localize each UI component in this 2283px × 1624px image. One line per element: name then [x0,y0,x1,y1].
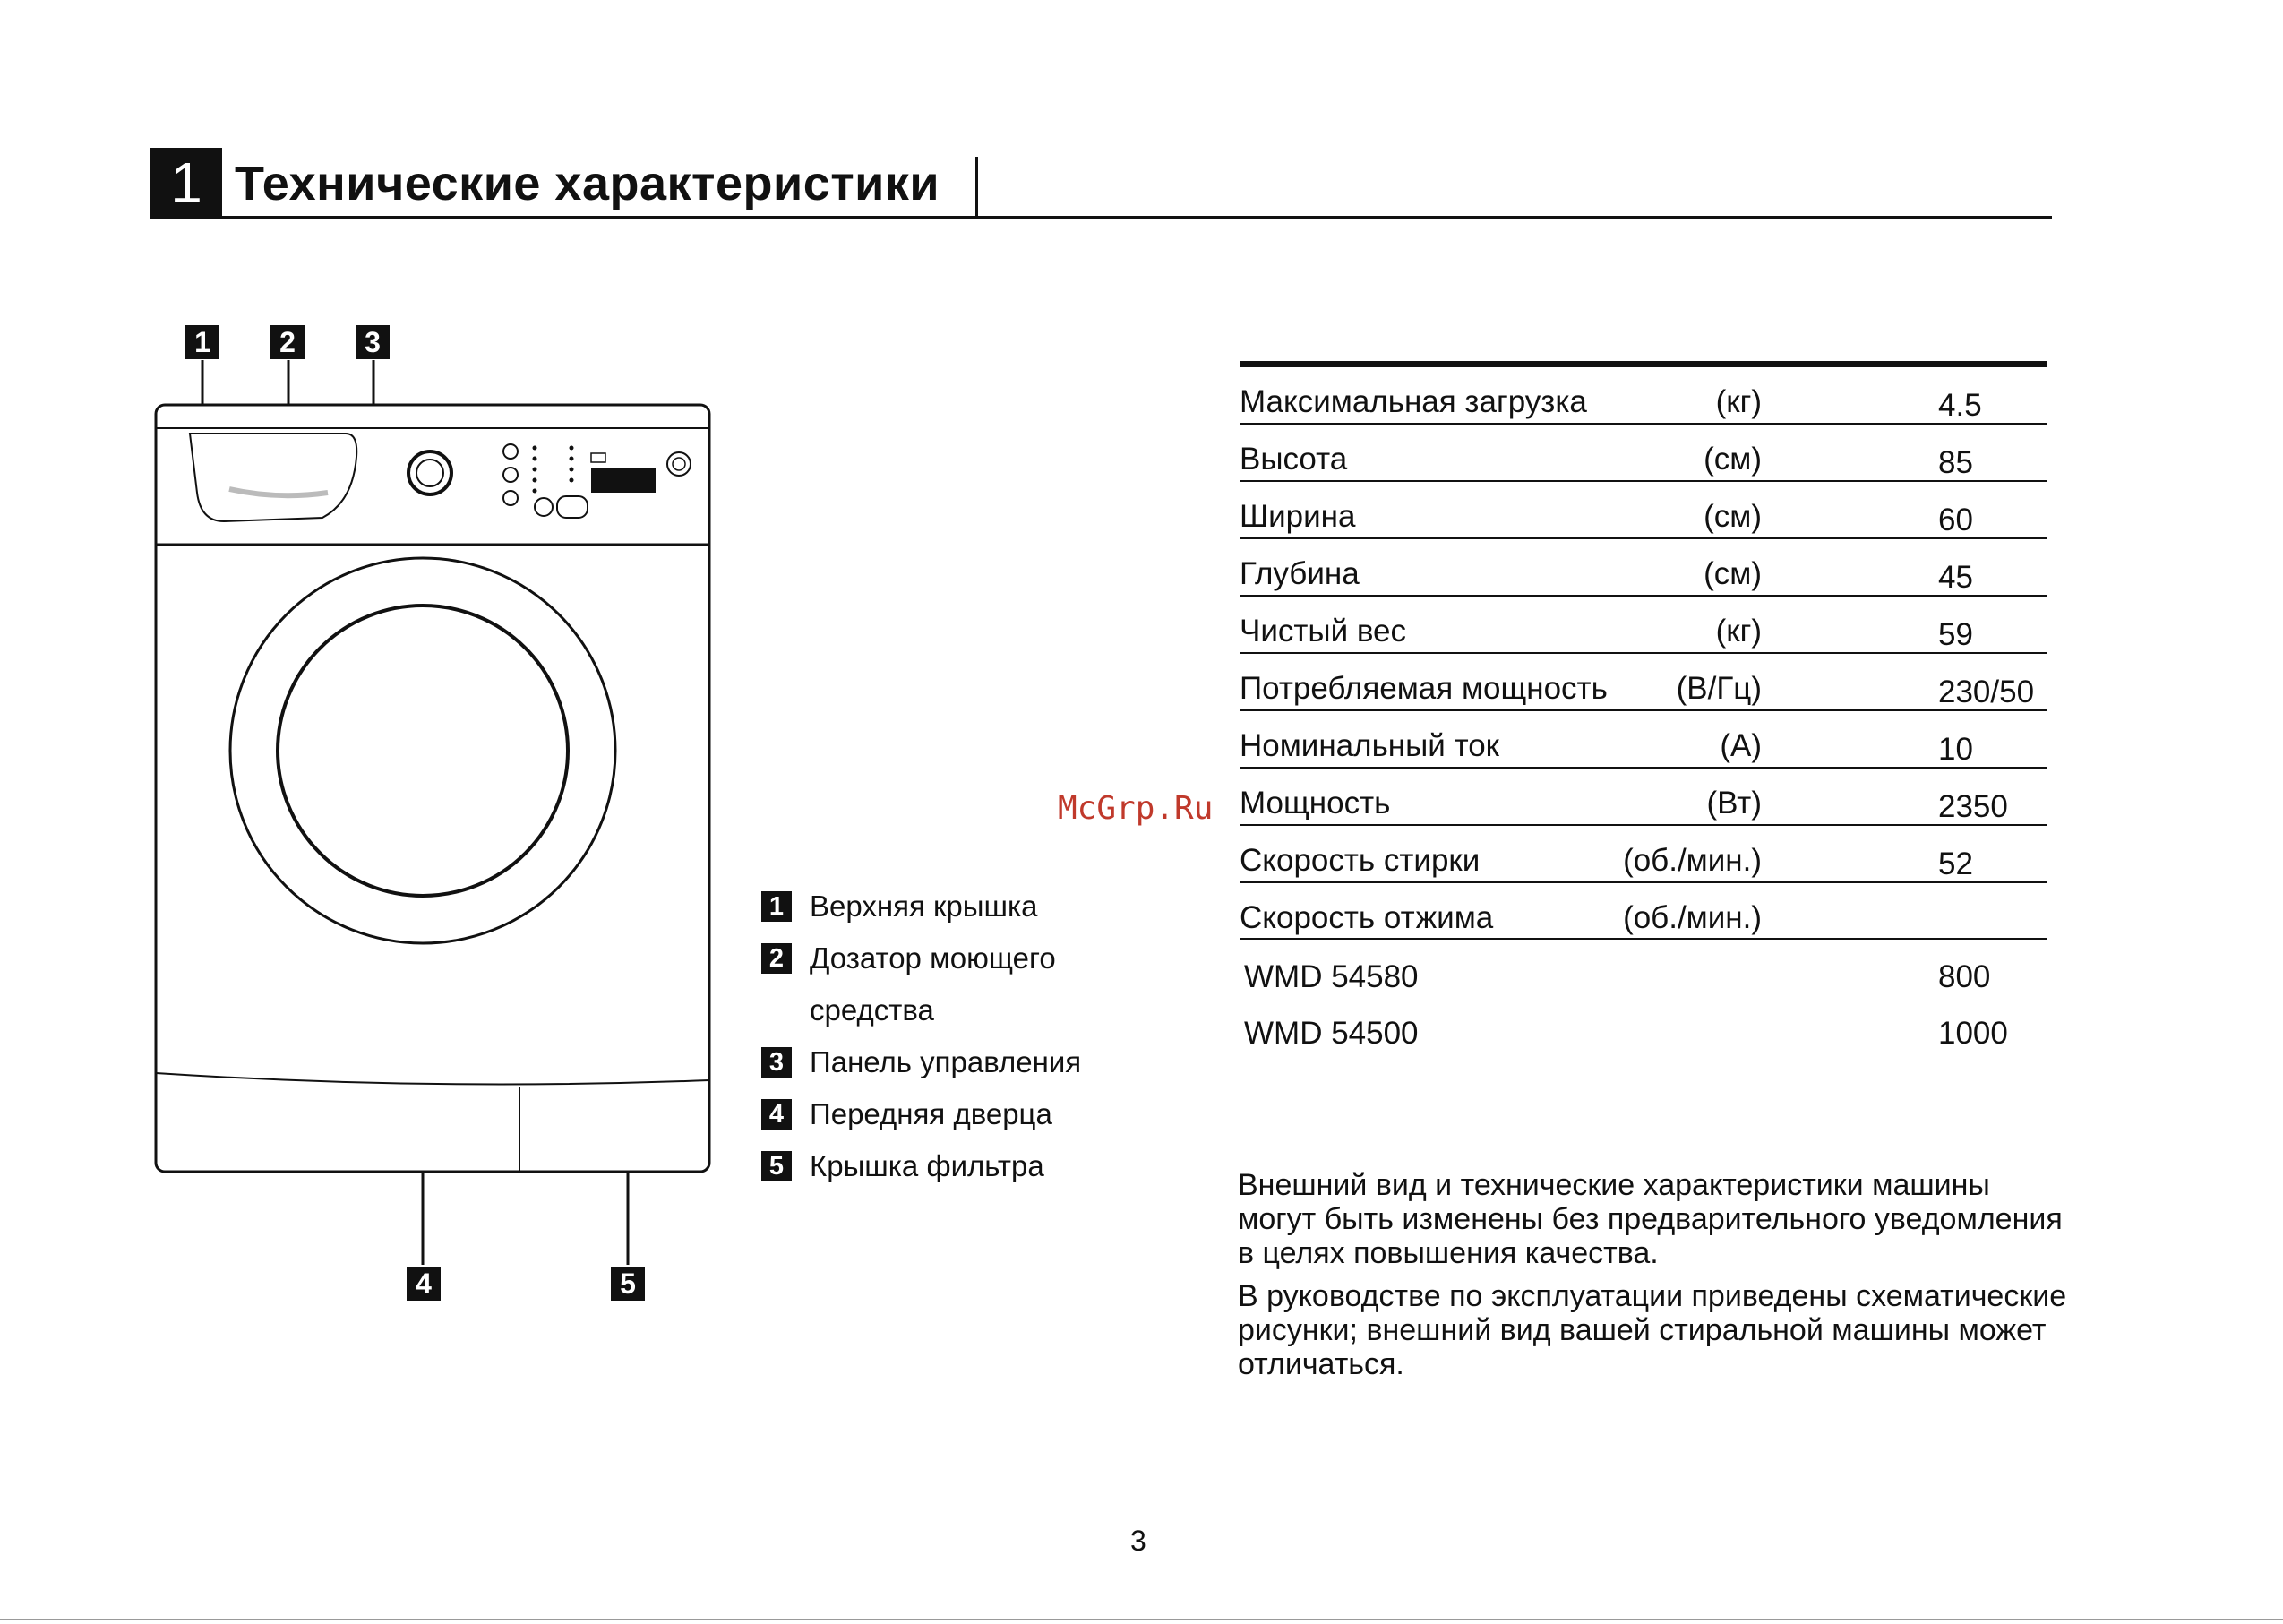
legend-label: Крышка фильтра [810,1149,1044,1182]
legend-number: 1 [761,891,792,922]
spec-value: 45 [1938,560,1973,595]
model-name: WMD 54580 [1244,959,1419,994]
spec-name: Скорость стирки [1240,843,1481,878]
model-name: WMD 54500 [1244,1016,1419,1051]
header-rule [150,216,2052,219]
note-line: В руководстве по эксплуатации приведены схематические [1238,1279,2067,1313]
note-line: в целях повышения качества. [1238,1236,1659,1270]
legend-label: Верхняя крышка [810,889,1038,923]
page-number: 3 [1130,1525,1146,1557]
spec-name: Глубина [1240,556,1360,591]
spec-value: 52 [1938,846,1973,881]
spec-unit: (Вт) [1706,786,1762,821]
footer-rule [0,1619,2283,1620]
legend-number: 2 [761,943,792,974]
spec-unit: (об./мин.) [1623,843,1762,878]
spec-name: Чистый вес [1240,614,1407,649]
page-title: Технические характеристики [235,157,940,211]
spec-name: Мощность [1240,786,1391,821]
spec-name: Скорость отжима [1240,900,1494,935]
title-divider [975,157,978,218]
table-row-divider [1240,537,2047,539]
spec-value: 85 [1938,445,1973,480]
spec-value: 59 [1938,617,1973,652]
note-line: рисунки; внешний вид вашей стиральной машины может [1238,1313,2047,1347]
model-spin-value: 800 [1938,959,1991,994]
note-line: могут быть изменены без предварительного уведомления [1238,1202,2063,1236]
spec-name: Ширина [1240,499,1356,534]
spec-unit: (см) [1704,556,1762,591]
table-row-divider [1240,595,2047,597]
spec-name: Максимальная загрузка [1240,384,1587,419]
table-row-divider [1240,652,2047,654]
spec-value: 4.5 [1938,388,1982,423]
legend-label: Дозатор моющего [810,941,1056,975]
callout-3: 3 [356,325,390,359]
spec-value: 2350 [1938,789,2008,824]
washing-machine-diagram [143,314,725,1317]
spec-name: Высота [1240,442,1348,477]
table-row-divider [1240,824,2047,826]
legend-label: средства [810,993,934,1027]
watermark-text: McGrp.Ru [1058,790,1214,827]
table-row-divider [1240,881,2047,883]
note-line: Внешний вид и технические характеристики машины [1238,1168,1990,1202]
spec-unit: (см) [1704,442,1762,477]
legend-number: 3 [761,1047,792,1078]
spec-value: 10 [1938,732,1973,767]
spec-name: Потребляемая мощность [1240,671,1608,706]
model-spin-value: 1000 [1938,1016,2008,1051]
callout-2: 2 [270,325,305,359]
legend-label: Панель управления [810,1045,1082,1078]
spec-unit: (А) [1720,728,1762,763]
spec-unit: (кг) [1715,614,1762,649]
spec-value: 230/50 [1938,675,2035,709]
spec-unit: (об./мин.) [1623,900,1762,935]
spec-name: Номинальный ток [1240,728,1499,763]
table-row-divider [1240,480,2047,482]
spec-unit: (кг) [1715,384,1762,419]
note-paragraph-1 [1238,1168,2098,1270]
legend-number: 5 [761,1151,792,1181]
legend-label: Передняя дверца [810,1097,1052,1130]
table-row-divider [1240,709,2047,711]
legend-number: 4 [761,1099,792,1130]
note-paragraph-2 [1238,1279,2098,1381]
spec-unit: (см) [1704,499,1762,534]
spec-value: 60 [1938,503,1973,537]
callout-5: 5 [611,1267,645,1301]
table-row-divider [1240,938,2047,940]
table-row-divider [1240,423,2047,425]
note-line: отличаться. [1238,1347,1404,1381]
callout-4: 4 [407,1267,441,1301]
spec-unit: (В/Гц) [1676,671,1762,706]
display-window [591,468,656,493]
callout-1: 1 [185,325,219,359]
table-top-rule [1240,361,2047,367]
section-number: 1 [150,148,222,218]
table-row-divider [1240,767,2047,769]
